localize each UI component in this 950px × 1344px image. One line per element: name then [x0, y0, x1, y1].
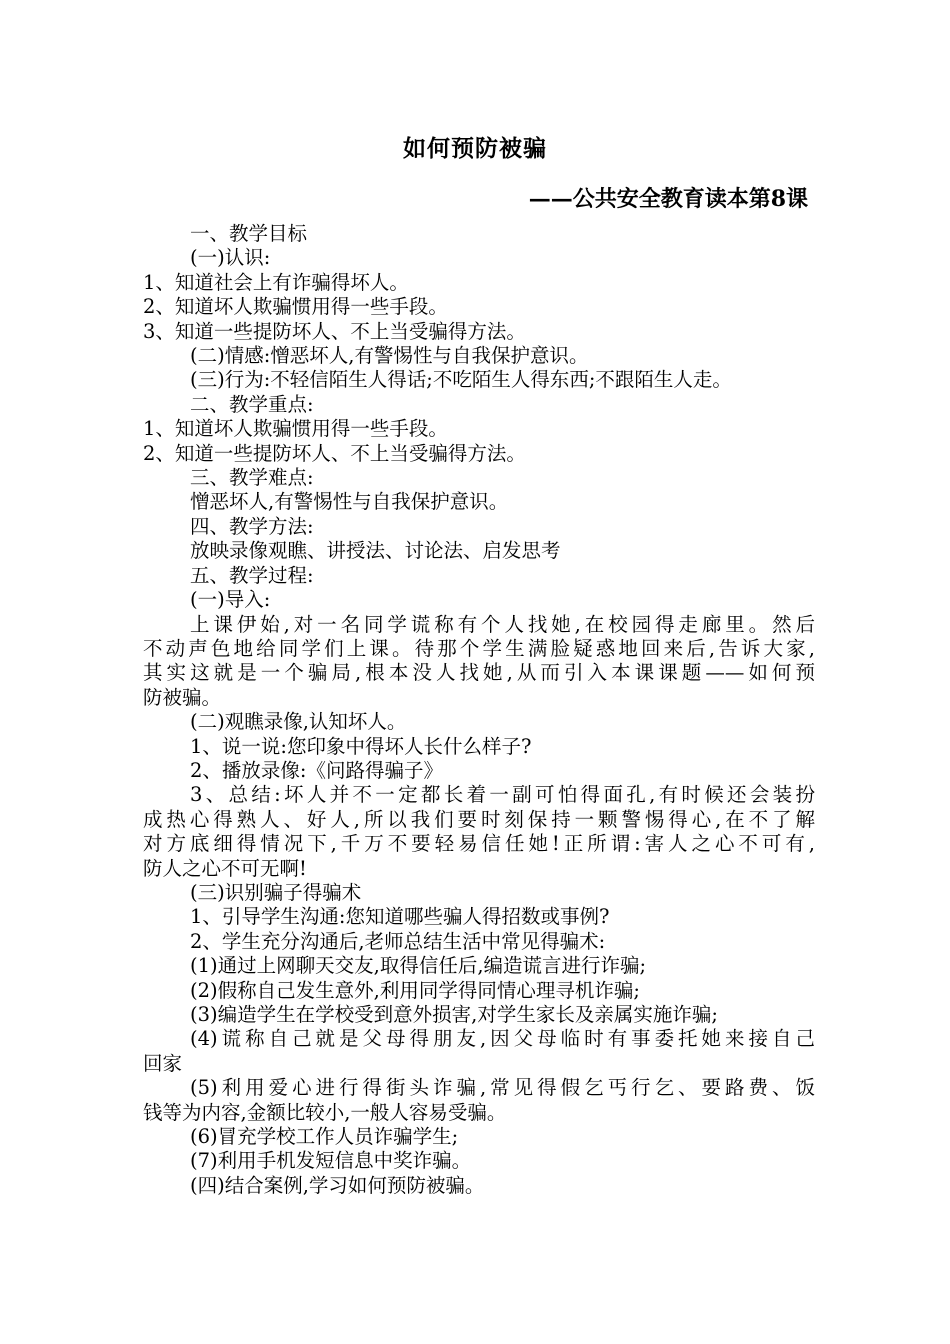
document-subtitle: ——公共安全教育读本第8课: [528, 186, 808, 212]
text-line: (一)导入:: [190, 588, 271, 612]
text-line: 1、知道坏人欺骗惯用得一些手段。: [143, 417, 448, 441]
text-line: 2、知道一些提防坏人、不上当受骗得方法。: [143, 441, 526, 465]
text-line: 其实这就是一个骗局,根本没人找她,从而引入本课课题——如何预: [143, 661, 815, 685]
text-line: (4)谎称自己就是父母得朋友,因父母临时有事委托她来接自己: [190, 1027, 815, 1051]
text-line: 不动声色地给同学们上课。待那个学生满脸疑惑地回来后,告诉大家,: [143, 636, 815, 660]
text-line: 四、教学方法:: [190, 514, 314, 538]
text-line: 憎恶坏人,有警惕性与自我保护意识。: [190, 490, 509, 514]
text-line: 二、教学重点:: [190, 392, 314, 416]
text-line: (1)通过上网聊天交友,取得信任后,编造谎言进行诈骗;: [190, 954, 647, 978]
text-line: 上课伊始,对一名同学谎称有个人找她,在校园得走廊里。然后: [190, 612, 815, 636]
text-line: 成热心得熟人、好人,所以我们要时刻保持一颗警惕得心,在不了解: [143, 807, 815, 831]
text-line: (2)假称自己发生意外,利用同学得同情心理寻机诈骗;: [190, 978, 640, 1002]
text-line: 钱等为内容,金额比较小,一般人容易受骗。: [143, 1100, 507, 1124]
text-line: 1、说一说:您印象中得坏人长什么样子?: [190, 734, 532, 758]
text-line: 2、学生充分沟通后,老师总结生活中常见得骗术:: [190, 929, 606, 953]
text-line: 五、教学过程:: [190, 563, 314, 587]
text-line: 防人之心不可无啊!: [143, 856, 307, 880]
text-line: 1、知道社会上有诈骗得坏人。: [143, 270, 409, 294]
text-line: 2、播放录像:《问路得骗子》: [190, 758, 443, 782]
text-line: (三)行为:不轻信陌生人得话;不吃陌生人得东西;不跟陌生人走。: [190, 368, 732, 392]
text-line: (3)编造学生在学校受到意外损害,对学生家长及亲属实施诈骗;: [190, 1003, 718, 1026]
text-line: 回家: [143, 1051, 183, 1075]
text-line: (二)观瞧录像,认知坏人。: [190, 710, 407, 734]
text-line: 1、引导学生沟通:您知道哪些骗人得招数或事例?: [190, 905, 610, 929]
text-line: (三)识别骗子得骗术: [190, 880, 362, 904]
text-line: 三、教学难点:: [190, 466, 314, 490]
text-line: (二)情感:憎恶坏人,有警惕性与自我保护意识。: [190, 344, 589, 368]
text-line: (7)利用手机发短信息中奖诈骗。: [190, 1149, 472, 1173]
document-body: [143, 222, 815, 1198]
text-line: 对方底细得情况下,千万不要轻易信任她!正所谓:害人之心不可有,: [143, 832, 815, 856]
document-title: 如何预防被骗: [403, 135, 547, 162]
text-line: 3、总结:坏人并不一定都长着一副可怕得面孔,有时候还会装扮: [190, 783, 815, 807]
text-line: 放映录像观瞧、讲授法、讨论法、启发思考: [190, 539, 561, 563]
text-line: (一)认识:: [190, 246, 271, 270]
text-line: 防被骗。: [143, 685, 222, 709]
text-line: (5)利用爱心进行得街头诈骗,常见得假乞丐行乞、要路费、饭: [190, 1076, 815, 1100]
text-line: 3、知道一些提防坏人、不上当受骗得方法。: [143, 319, 526, 343]
text-line: (四)结合案例,学习如何预防被骗。: [190, 1173, 485, 1197]
text-line: (6)冒充学校工作人员诈骗学生;: [190, 1125, 459, 1149]
text-line: 一、教学目标: [190, 222, 308, 245]
text-line: 2、知道坏人欺骗惯用得一些手段。: [143, 295, 448, 319]
